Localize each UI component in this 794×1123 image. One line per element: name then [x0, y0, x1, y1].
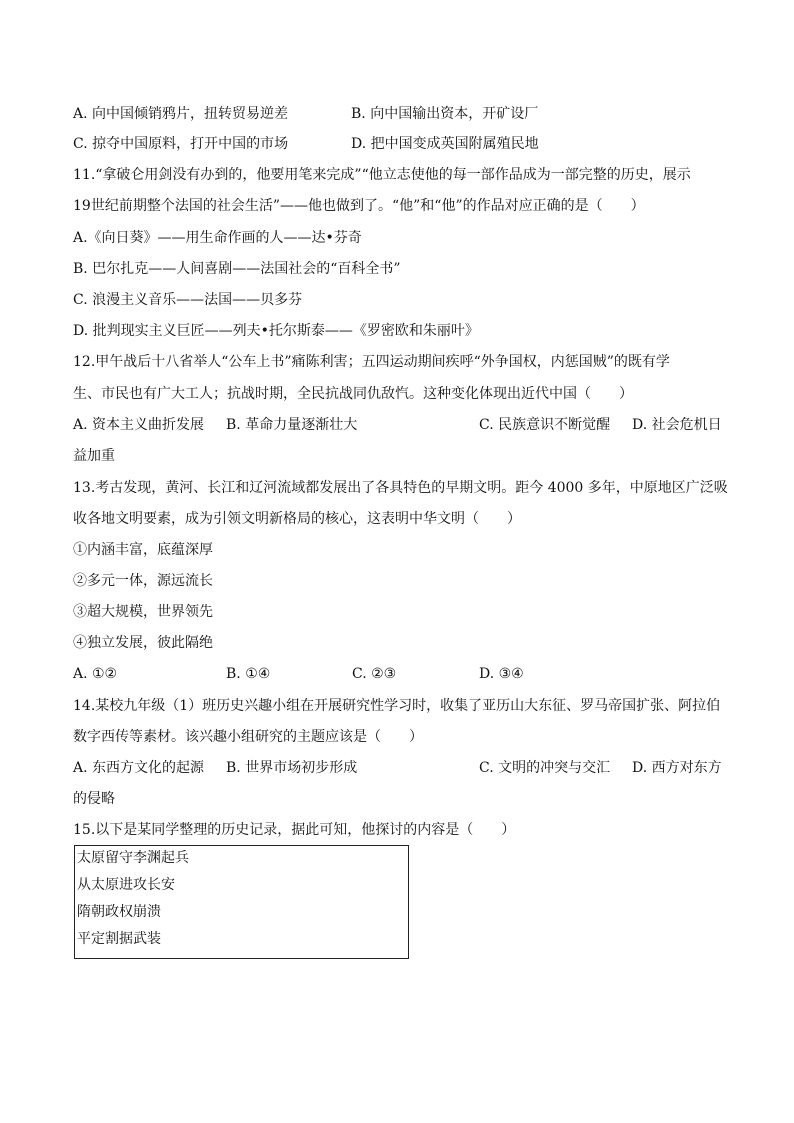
q13-option-a: A. ①② [73, 666, 118, 682]
q13-stem-line2: 收各地文明要素，成为引领文明新格局的核心，这表明中华文明（ ） [73, 511, 521, 527]
q11-option-d: D. 批判现实主义巨匠——列夫•托尔斯泰——《罗密欧和朱丽叶》 [73, 323, 479, 339]
q12-option-a: A. 资本主义曲折发展 [73, 417, 205, 433]
q11-option-b: B. 巴尔扎克——人间喜剧——法国社会的“百科全书” [73, 261, 401, 277]
q13-option-d: D. ③④ [479, 666, 524, 682]
q14-option-b: B. 世界市场初步形成 [226, 760, 358, 776]
q14-option-d-continued: 的侵略 [73, 791, 115, 807]
q13-item-4: ④独立发展，彼此隔绝 [73, 635, 213, 651]
q13-item-2: ②多元一体，源远流长 [73, 573, 213, 589]
q12-option-b: B. 革命力量逐渐壮大 [226, 417, 358, 433]
q11-stem-line1: 11.“拿破仑用剑没有办到的，他要用笔来完成”“他立志使他的每一部作品成为一部完整的历史，展示 [73, 167, 691, 183]
q13-option-c: C. ②③ [352, 666, 397, 682]
q14-option-a: A. 东西方文化的起源 [73, 760, 205, 776]
q13-item-3: ③超大规模，世界领先 [73, 604, 213, 620]
q12-stem-line1: 12.甲午战后十八省举人“公车上书”痛陈利害；五四运动期间疾呼“外争国权，内惩国贼”的既有学 [73, 354, 670, 370]
q12-option-d: D. 社会危机日 [632, 417, 722, 433]
q13-option-b: B. ①④ [226, 666, 271, 682]
q10-option-a: A. 向中国倾销鸦片，扭转贸易逆差 [73, 106, 289, 122]
q13-stem-line1: 13.考古发现，黄河、长江和辽河流域都发展出了各具特色的早期文明。距今 4000 多年，中原地区广泛吸 [73, 480, 728, 496]
q14-option-d: D. 西方对东方 [632, 760, 722, 776]
q14-option-c: C. 文明的冲突与交汇 [479, 760, 611, 776]
q14-stem-line1: 14.某校九年级（1）班历史兴趣小组在开展研究性学习时，收集了亚历山大东征、罗马帝国扩张、阿拉伯 [73, 698, 721, 714]
q12-option-d-continued: 益加重 [73, 448, 115, 464]
q12-stem-line2: 生、市民也有广大工人；抗战时期，全民抗战同仇敌忾。这种变化体现出近代中国（ ） [73, 386, 633, 402]
q15-record-1: 太原留守李渊起兵 [77, 850, 189, 866]
q13-item-1: ①内涵丰富，底蕴深厚 [73, 542, 213, 558]
q15-record-2: 从太原进攻长安 [77, 877, 175, 893]
q12-option-c: C. 民族意识不断觉醒 [479, 417, 611, 433]
q15-record-4: 平定割据武装 [77, 931, 161, 947]
q15-stem: 15.以下是某同学整理的历史记录，据此可知，他探讨的内容是（ ） [73, 822, 516, 838]
q15-record-box [74, 845, 409, 959]
q14-stem-line2: 数字西传等素材。该兴趣小组研究的主题应该是（ ） [73, 729, 423, 745]
q10-option-c: C. 掠夺中国原料，打开中国的市场 [73, 136, 289, 152]
q10-option-d: D. 把中国变成英国附属殖民地 [351, 136, 539, 152]
q11-option-a: A.《向日葵》——用生命作画的人——达•芬奇 [73, 230, 362, 246]
q11-stem-line2: 19世纪前期整个法国的社会生活”——他也做到了。“他”和“他”的作品对应正确的是（ ） [73, 198, 645, 214]
q11-option-c: C. 浪漫主义音乐——法国——贝多芬 [73, 292, 303, 308]
q15-record-3: 隋朝政权崩溃 [77, 904, 161, 920]
q10-option-b: B. 向中国输出资本，开矿设厂 [351, 106, 539, 122]
